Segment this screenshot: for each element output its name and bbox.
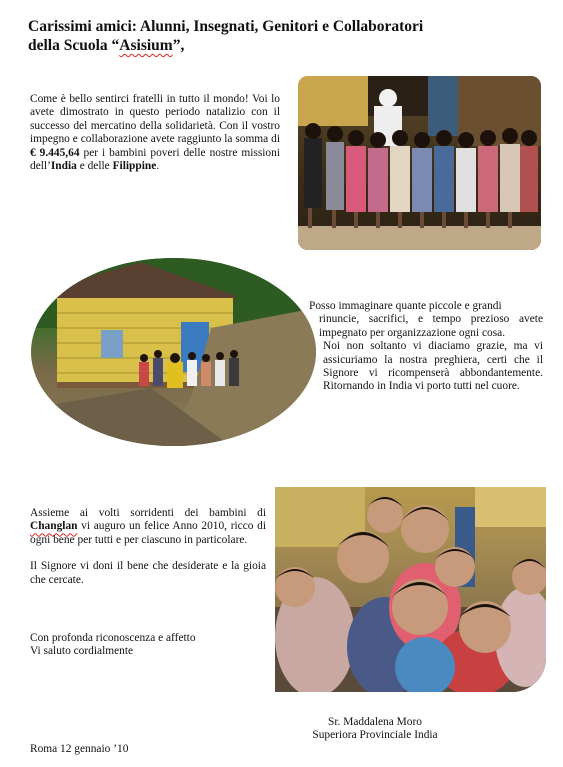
letter-date: Roma 12 gennaio ’10 [30, 743, 129, 755]
para1-text-a: Come è bello sentirci fratelli in tutto il mondo! Voi lo avete dimostrato in questo periodo natalizio con il successo del mercatino della solidarietà. Con il vostro impegno e collaborazione avete raggiunto la somma di [30, 93, 280, 146]
signature-block [300, 716, 450, 743]
closing-line-1: Con profonda riconoscenza e affetto [30, 632, 196, 644]
para2-line-a: Posso immaginare quante piccole e grandi [309, 300, 502, 312]
para2-line-b: rinuncie, sacrifici, e tempo prezioso avete impegnato per organizzazione ogni cosa. [319, 313, 543, 339]
heading-prefix: della Scuola “ [28, 37, 120, 54]
signature-name: Sr. Maddalena Moro [328, 716, 422, 728]
photo-village-house [31, 258, 316, 446]
letter-heading [28, 17, 458, 55]
para3-text-c: Il Signore vi doni il bene che desiderate e la gioia che cercate. [30, 560, 266, 586]
closing-block [30, 632, 266, 659]
para3-block-a [30, 507, 266, 547]
place-changlan: Changlan [30, 520, 78, 533]
country-india: India [50, 160, 77, 173]
para3-text-a: Assieme ai volti sorridenti dei bambini di [30, 507, 266, 519]
donation-amount: € 9.445,64 [30, 146, 80, 159]
para3-text-b: vi auguro un felice Anno 2010, ricco di ogni bene per tutti e per ciascuno in particolare. [30, 520, 266, 546]
para1-text-d: . [156, 160, 160, 173]
heading-suffix: ”, [172, 37, 185, 54]
country-philippines: Filippine [112, 160, 157, 173]
photo-children-group [298, 76, 541, 250]
heading-line-1: Carissimi amici: Alunni, Insegnati, Genitori e Collaboratori [28, 18, 424, 35]
paragraph-wishes [30, 507, 266, 587]
para1-text-b: per i bambini poveri delle nostre missioni dell’ [30, 146, 280, 173]
closing-line-2: Vi saluto cordialmente [30, 645, 134, 658]
signature-role: Superiora Provinciale India [312, 729, 438, 742]
paragraph-gratitude [309, 300, 543, 394]
spacer [30, 547, 266, 560]
paragraph-thanks [30, 93, 280, 173]
school-name: Asisium [119, 37, 173, 54]
heading-line-2 [28, 36, 458, 55]
para1-text-c: e delle [76, 160, 113, 173]
photo-smiling-children [275, 487, 546, 692]
para2-line-c: Noi non soltanto vi diaciamo grazie, ma vi assicuriamo la nostra preghiera, certi che il Signore vi ricompenserà abbondantemente. Ritornando in India vi porto tutti nel cuore. [323, 340, 543, 393]
